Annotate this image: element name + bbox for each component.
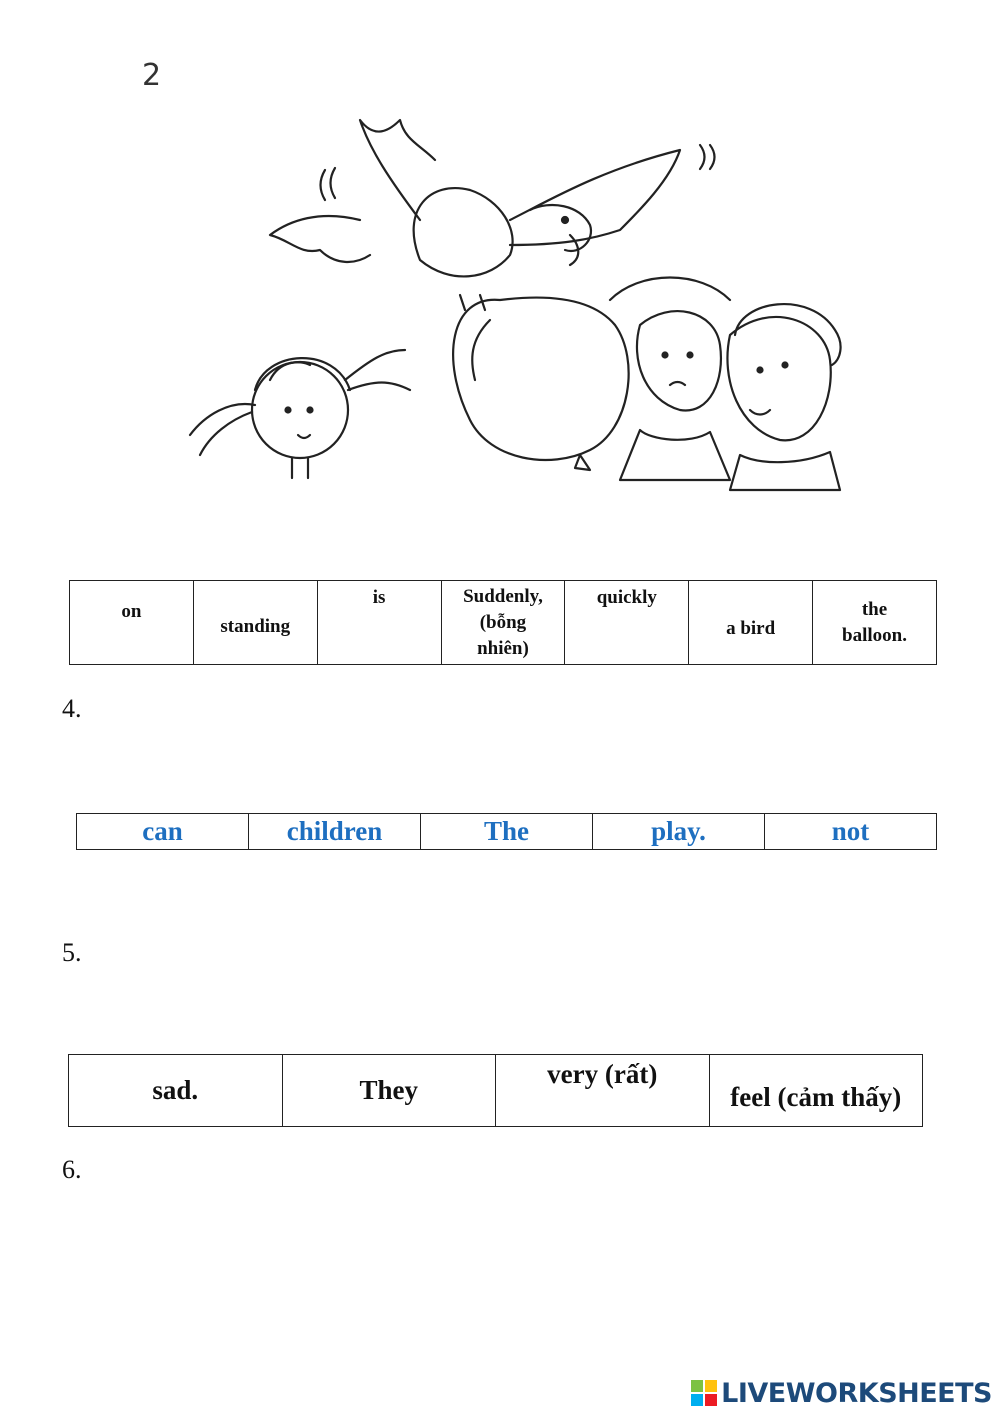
word-table-3 xyxy=(68,1054,923,1127)
word-text: sad. xyxy=(152,1075,199,1105)
question-number-5: 5. xyxy=(62,938,82,967)
word-text: can xyxy=(142,816,183,846)
word-text: quickly xyxy=(596,587,657,608)
word-cell[interactable] xyxy=(249,814,421,850)
girl-pigtail-left xyxy=(190,404,255,455)
boy1-shirt xyxy=(620,430,730,480)
boy2-eye-left xyxy=(758,368,763,373)
word-text: They xyxy=(359,1075,418,1105)
boy2-mouth xyxy=(750,410,770,415)
bird-wing-left xyxy=(360,120,435,220)
balloon xyxy=(453,298,629,460)
word-text: The xyxy=(483,816,529,846)
girl-pigtail-right xyxy=(345,350,410,390)
boy2-shirt xyxy=(730,452,840,490)
word-text: play. xyxy=(651,816,706,846)
question-number-6: 6. xyxy=(62,1155,82,1184)
bird-wing-right xyxy=(510,150,680,245)
word-text: not xyxy=(831,816,870,846)
word-cell[interactable] xyxy=(77,814,249,850)
word-cell[interactable] xyxy=(441,581,565,665)
word-text: feel (cảm thấy) xyxy=(730,1082,902,1112)
word-text: is xyxy=(372,587,386,608)
girl-eye-right xyxy=(308,408,313,413)
logo-icon xyxy=(691,1380,717,1406)
word-text: on xyxy=(121,601,142,622)
word-cell[interactable] xyxy=(70,581,194,665)
boy2-head xyxy=(727,317,830,440)
boy1-hair xyxy=(610,278,730,301)
word-cell[interactable] xyxy=(317,581,441,665)
word-cell[interactable] xyxy=(765,814,937,850)
word-cell[interactable] xyxy=(709,1055,923,1127)
girl-head xyxy=(252,362,348,458)
word-cell[interactable] xyxy=(593,814,765,850)
word-table-2 xyxy=(76,813,937,850)
word-cell[interactable] xyxy=(565,581,689,665)
boy2-eye-right xyxy=(783,363,788,368)
word-table-1 xyxy=(69,580,937,665)
word-cell[interactable] xyxy=(69,1055,283,1127)
word-text: very (rất) xyxy=(547,1059,658,1089)
balloon-highlight xyxy=(472,320,490,380)
word-cell[interactable] xyxy=(193,581,317,665)
bird-eye xyxy=(562,217,568,223)
bird-body xyxy=(414,188,513,276)
word-text: a bird xyxy=(726,617,776,639)
boy1-head xyxy=(637,311,721,410)
bird-wing-left-feathers xyxy=(270,216,370,262)
word-cell[interactable] xyxy=(282,1055,496,1127)
boy2-hair xyxy=(735,304,841,365)
balloon-knot xyxy=(575,455,590,470)
word-text: children xyxy=(286,816,383,846)
word-text: the balloon. xyxy=(842,598,907,646)
liveworksheets-logo[interactable] xyxy=(691,1376,992,1410)
boy1-eye-left xyxy=(663,353,668,358)
illustration-bird-balloon-children xyxy=(170,60,870,500)
picture-number: 2 xyxy=(142,58,162,93)
girl-mouth xyxy=(298,435,310,438)
boy1-eye-right xyxy=(688,353,693,358)
girl-eye-left xyxy=(286,408,291,413)
question-number-4: 4. xyxy=(62,694,82,723)
word-cell[interactable] xyxy=(813,581,937,665)
word-cell[interactable] xyxy=(689,581,813,665)
motion-lines-left xyxy=(321,168,336,200)
word-cell[interactable] xyxy=(421,814,593,850)
girl-neck xyxy=(292,458,308,478)
boy1-mouth xyxy=(670,382,685,385)
word-cell[interactable] xyxy=(496,1055,710,1127)
word-text: standing xyxy=(220,615,291,637)
word-text: Suddenly, (bỗng nhiên) xyxy=(463,585,543,659)
logo-text: LIVEWORKSHEETS xyxy=(721,1377,992,1409)
motion-lines-right xyxy=(700,145,715,169)
